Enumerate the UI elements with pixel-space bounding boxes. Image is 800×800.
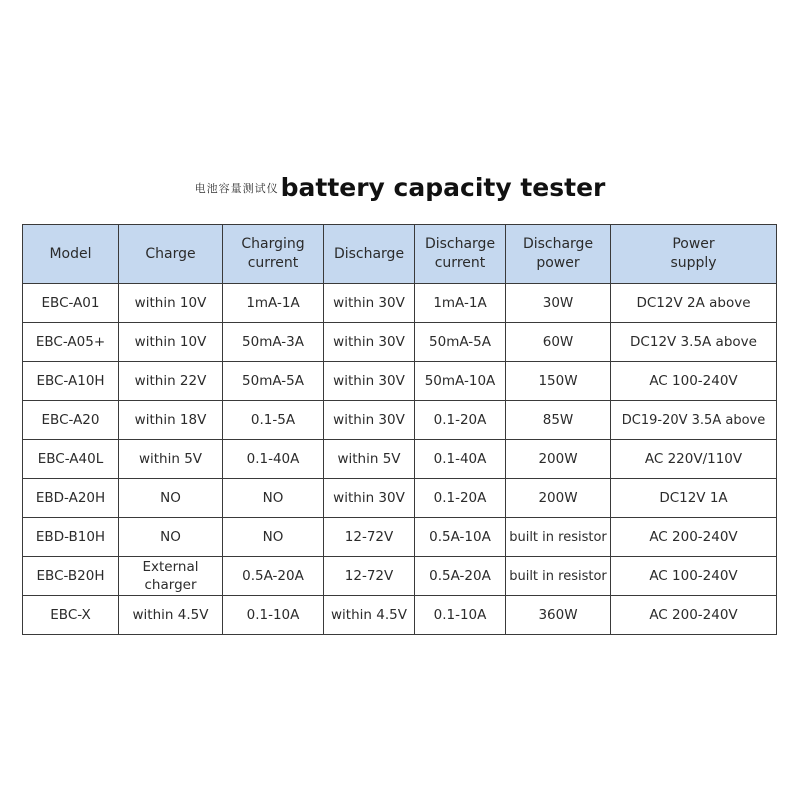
cell-model: EBC-A20 (23, 401, 119, 440)
cell-charge: External charger (119, 557, 223, 596)
cell-discharge: 12-72V (324, 518, 415, 557)
cell-discharge-current: 1mA-1A (415, 284, 506, 323)
cell-discharge-power: built in resistor (506, 557, 611, 596)
cell-discharge-power: 360W (506, 596, 611, 635)
cell-discharge: within 30V (324, 401, 415, 440)
table-row (23, 557, 777, 596)
cell-discharge: within 5V (324, 440, 415, 479)
cell-charging-current: 0.1-40A (223, 440, 324, 479)
spec-table (22, 224, 777, 635)
cell-model: EBC-A05+ (23, 323, 119, 362)
cell-charge: NO (119, 518, 223, 557)
cell-discharge-power: built in resistor (506, 518, 611, 557)
header-discharge-current: Discharge current (415, 225, 506, 284)
cell-charge: within 10V (119, 323, 223, 362)
cell-discharge-power: 200W (506, 440, 611, 479)
cell-discharge-current: 0.1-10A (415, 596, 506, 635)
cell-charge: within 4.5V (119, 596, 223, 635)
cell-discharge-current: 50mA-5A (415, 323, 506, 362)
header-row (23, 225, 777, 284)
table-row (23, 362, 777, 401)
cell-discharge-power: 30W (506, 284, 611, 323)
cell-discharge-current: 0.5A-20A (415, 557, 506, 596)
cell-discharge: within 30V (324, 284, 415, 323)
table-row (23, 284, 777, 323)
cell-discharge-power: 60W (506, 323, 611, 362)
cell-power-supply: DC12V 1A (611, 479, 777, 518)
cell-power-supply: AC 200-240V (611, 596, 777, 635)
header-model: Model (23, 225, 119, 284)
cell-model: EBD-A20H (23, 479, 119, 518)
title-prefix: 电池容量测试仪 (194, 182, 279, 195)
cell-charging-current: 0.5A-20A (223, 557, 324, 596)
table-row (23, 518, 777, 557)
cell-discharge: within 30V (324, 362, 415, 401)
cell-model: EBC-A40L (23, 440, 119, 479)
cell-power-supply: DC12V 3.5A above (611, 323, 777, 362)
cell-discharge-current: 0.1-20A (415, 479, 506, 518)
cell-charge: within 10V (119, 284, 223, 323)
cell-discharge-current: 50mA-10A (415, 362, 506, 401)
cell-model: EBC-B20H (23, 557, 119, 596)
cell-charge: within 22V (119, 362, 223, 401)
header-discharge-power: Discharge power (506, 225, 611, 284)
cell-charging-current: 50mA-5A (223, 362, 324, 401)
cell-discharge: within 30V (324, 323, 415, 362)
spec-table-body (23, 284, 777, 635)
cell-discharge: within 4.5V (324, 596, 415, 635)
cell-power-supply: AC 220V/110V (611, 440, 777, 479)
cell-charging-current: 50mA-3A (223, 323, 324, 362)
table-row (23, 596, 777, 635)
cell-model: EBD-B10H (23, 518, 119, 557)
table-row (23, 479, 777, 518)
cell-charging-current: NO (223, 518, 324, 557)
cell-model: EBC-A10H (23, 362, 119, 401)
cell-discharge-current: 0.1-20A (415, 401, 506, 440)
header-discharge: Discharge (324, 225, 415, 284)
cell-charging-current: 0.1-5A (223, 401, 324, 440)
cell-power-supply: DC19-20V 3.5A above (611, 401, 777, 440)
cell-power-supply: AC 100-240V (611, 362, 777, 401)
cell-discharge: within 30V (324, 479, 415, 518)
title-text: battery capacity tester (280, 173, 606, 202)
cell-model: EBC-X (23, 596, 119, 635)
cell-discharge-power: 85W (506, 401, 611, 440)
header-charge: Charge (119, 225, 223, 284)
cell-discharge-current: 0.1-40A (415, 440, 506, 479)
cell-discharge-power: 150W (506, 362, 611, 401)
cell-discharge-current: 0.5A-10A (415, 518, 506, 557)
cell-charging-current: NO (223, 479, 324, 518)
cell-charge: within 5V (119, 440, 223, 479)
cell-power-supply: AC 100-240V (611, 557, 777, 596)
cell-model: EBC-A01 (23, 284, 119, 323)
cell-power-supply: DC12V 2A above (611, 284, 777, 323)
table-row (23, 323, 777, 362)
header-charging-current: Charging current (223, 225, 324, 284)
page-title (0, 168, 800, 209)
table-row (23, 440, 777, 479)
cell-power-supply: AC 200-240V (611, 518, 777, 557)
header-power-supply: Power supply (611, 225, 777, 284)
table-row (23, 401, 777, 440)
cell-charge: within 18V (119, 401, 223, 440)
cell-charge: NO (119, 479, 223, 518)
cell-charging-current: 1mA-1A (223, 284, 324, 323)
cell-discharge-power: 200W (506, 479, 611, 518)
cell-charging-current: 0.1-10A (223, 596, 324, 635)
spec-table-header (23, 225, 777, 284)
cell-discharge: 12-72V (324, 557, 415, 596)
